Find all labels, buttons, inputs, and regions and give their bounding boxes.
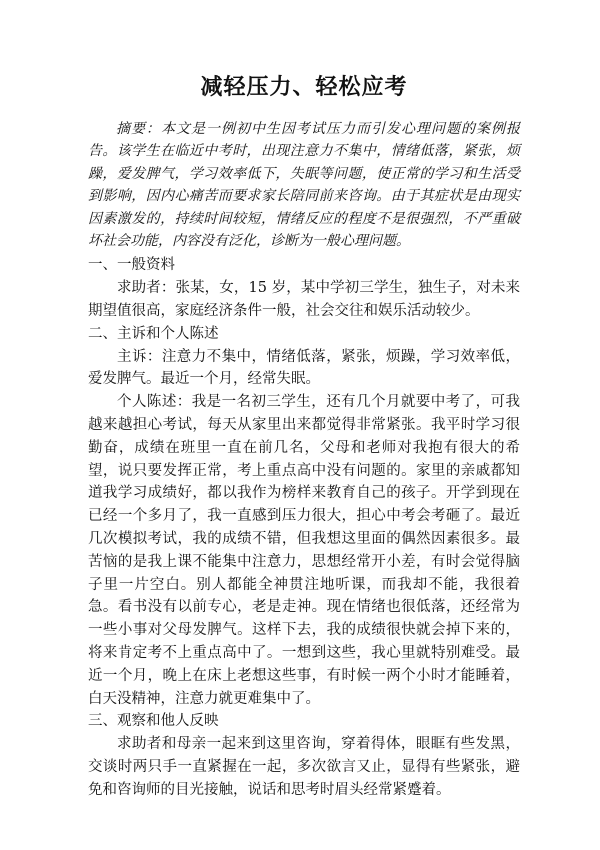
section-heading-complaint: 二、主诉和个人陈述: [88, 325, 219, 342]
abstract-paragraph: 摘要：本文是一例初中生因考试压力而引发心理问题的案例报告。该学生在临近中考时，出现注意力不集中，情绪低落，紧张，烦躁，爱发脾气，学习效率低下，失眠等问题，使正常的学习和生活受到影响，因内心痛苦而要求家长陪同前来咨询。由于其症状是由现实因素激发的，持续时间较短，情绪反应的程度不是很强烈，不严重破坏社会功能，内容没有泛化，诊断为一般心理问题。: [88, 121, 520, 250]
paragraph-personal-statement: 个人陈述：我是一名初三学生，还有几个月就要中考了，可我越来越担心考试，每天从家里出来都觉得非常紧张。我平时学习很勤奋，成绩在班里一直在前几名，父母和老师对我抱有很大的希望，说只要发挥正常，考上重点高中没有问题的。家里的亲戚都知道我学习成绩好，都以我作为榜样来教育自己的孩子。开学到现在已经一个多月了，我一直感到压力很大，担心中考会考砸了。最近几次模拟考试，我的成绩不错，但我想这里面的偶然因素很多。最苦恼的是我上课不能集中注意力，思想经常开小差，有时会觉得脑子里一片空白。别人都能全神贯注地听课，而我却不能，我很着急。看书没有以前专心，老是走神。现在情绪也很低落，还经常为一些小事对父母发脾气。这样下去，我的成绩很快就会掉下来的，将来肯定考不上重点高中了。一想到这些，我心里就特别难受。最近一个月，晚上在床上老想这些事，有时候一两个小时才能睡着，白天没精神，注意力就更难集中了。: [88, 394, 520, 707]
paragraph-observation: 求助者和母亲一起来到这里咨询，穿着得体，眼眶有些发黑，交谈时两只手一直紧握在一起，多次欲言又止，显得有些紧张，避免和咨询师的目光接触，说话和思考时眉头经常紧蹙着。: [88, 736, 520, 798]
section-heading-observation: 三、观察和他人反映: [88, 713, 219, 730]
document-title: 减轻压力、轻松应考: [200, 75, 408, 100]
paragraph-main-complaint: 主诉：注意力不集中，情绪低落，紧张，烦躁，学习效率低，爱发脾气。最近一个月，经常失眠。: [88, 348, 520, 388]
paragraph-client-info: 求助者：张某，女，15 岁，某中学初三学生，独生子，对未来期望值很高，家庭经济条件一般，社会交往和娱乐活动较少。: [88, 280, 520, 320]
document-body: [88, 118, 520, 802]
section-heading-general-info: 一、一般资料: [88, 257, 175, 274]
